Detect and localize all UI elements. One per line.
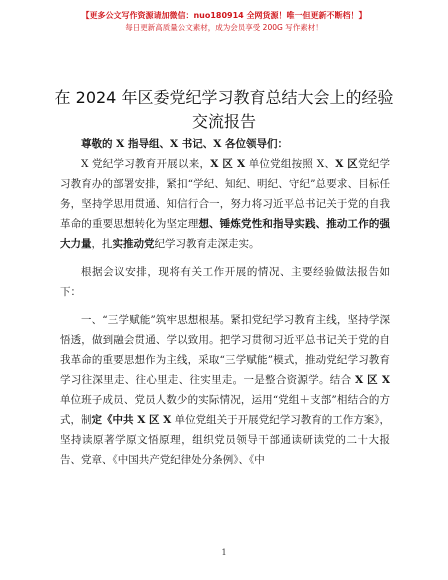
document-title bbox=[40, 86, 408, 134]
section-one-bold-1: X 区 X bbox=[355, 374, 390, 386]
paragraph-arrangement: 根据会议安排，现将有关工作开展的情况、主要经验做法报告如下： bbox=[60, 266, 390, 298]
section-one-text-1: 一、“三学赋能”筑牢思想根基。紧扣党纪学习教育主线，坚持学深悟透，做到融会贯通、学以致用。把学习贯彻习近平总书记关于党的自我革命的重要思想作为主线，采取“三学赋能”模式，推动党纪学习教育学习往深里走、往心里走、往实里走。一是整合资源学。结合 bbox=[60, 314, 390, 386]
document-body bbox=[60, 134, 390, 470]
paragraph-section-one bbox=[60, 310, 390, 470]
salutation: 尊敬的 X 指导组、X 书记、X 各位领导们： bbox=[81, 138, 289, 150]
intro-text-5: 纪学习教育走深走实。 bbox=[154, 238, 260, 250]
intro-bold-1: X 区 X bbox=[210, 158, 246, 170]
section-one-text-2: 单位班子成员、党员人数少的实际情况，运用“党组＋支部”相结合的方式，制 bbox=[60, 394, 390, 426]
promo-banner-line1: 【更多公文写作资源请加微信：nuo180914 全网货源！唯一但更新不断档！】 bbox=[81, 11, 367, 20]
intro-text-2: 单位党组按照 X、 bbox=[245, 158, 336, 170]
intro-text-4: ，扎 bbox=[91, 238, 113, 250]
promo-banner bbox=[0, 10, 448, 33]
paragraph-intro bbox=[60, 154, 390, 254]
intro-text-1: X 党纪学习教育开展以来， bbox=[81, 158, 211, 170]
section-one-bold-2: 定《中共 X 区 X bbox=[91, 414, 172, 426]
section-one-text-3: 单位党组关于开展党纪学习教育的工作方案》，坚持读原著学原文悟原理，组织党员领导干部通读研读党的二十大报告、党章、《中国共产党纪律处分条例》、《中 bbox=[60, 414, 390, 466]
document-title-line1: 在 2024 年区委党纪学习教育总结大会上的经验 bbox=[54, 88, 394, 107]
intro-bold-2: X 区 bbox=[335, 158, 359, 170]
document-title-line2: 交流报告 bbox=[191, 112, 256, 131]
intro-bold-3: 想、锤炼党性和指导实践、推动工作的强大力量 bbox=[60, 218, 391, 250]
intro-text-3: 党纪学习教育办的部署安排，紧扣“学纪、知纪、明纪、守纪”总要求、目标任务，坚持学思用贯通、知信行合一，努力将习近平总书记关于党的自我革命的重要思想转化为坚定理 bbox=[60, 158, 391, 230]
intro-bold-4: 实推动党 bbox=[112, 238, 155, 250]
page-number: 1 bbox=[221, 548, 227, 557]
promo-banner-line2: 每日更新高质量公文素材，成为会员享受 200G 写作素材！ bbox=[125, 23, 323, 32]
